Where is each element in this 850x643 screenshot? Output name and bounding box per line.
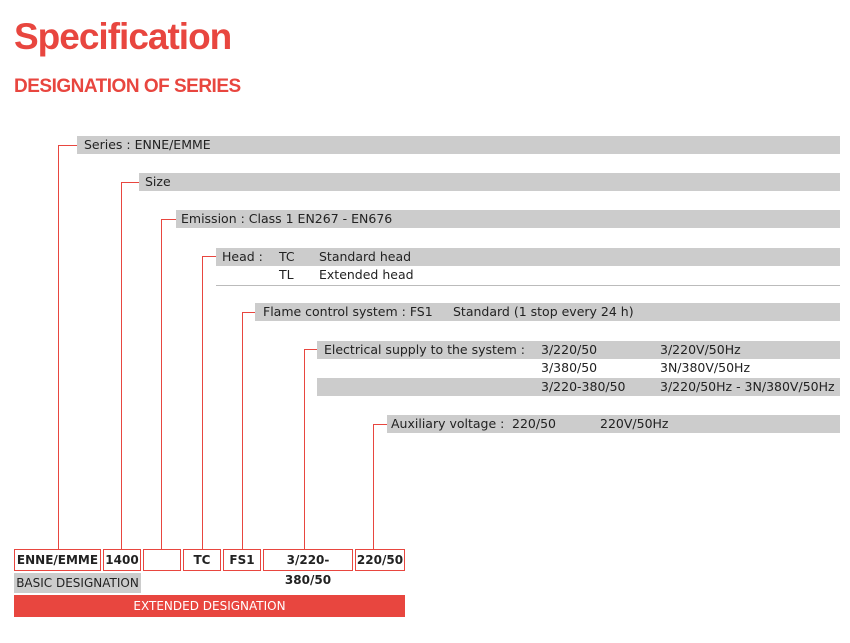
connector-flame-h bbox=[242, 312, 255, 313]
head-option-desc: Standard head bbox=[319, 249, 412, 264]
electrical-option-desc: 3N/380V/50Hz bbox=[660, 360, 751, 375]
connector-auxiliary bbox=[373, 424, 374, 549]
electrical-option-desc: 3/220V/50Hz bbox=[660, 342, 741, 357]
connector-size bbox=[121, 182, 122, 549]
connector-head-h bbox=[202, 256, 216, 257]
connector-head bbox=[202, 256, 203, 549]
head-label: Head : bbox=[222, 249, 263, 264]
size-bar bbox=[139, 173, 840, 191]
auxiliary-desc: 220V/50Hz bbox=[600, 416, 669, 431]
connector-electrical bbox=[304, 349, 305, 549]
designation-box-emission bbox=[143, 549, 181, 571]
designation-box-auxiliary: 220/50 bbox=[355, 549, 405, 571]
connector-series bbox=[58, 145, 59, 549]
connector-series-h bbox=[58, 145, 77, 146]
head-divider bbox=[216, 285, 840, 286]
designation-box-electrical: 3/220-380/50 bbox=[263, 549, 353, 571]
electrical-option-code: 3/220/50 bbox=[541, 342, 598, 357]
basic-designation-label: BASIC DESIGNATION bbox=[14, 573, 141, 593]
auxiliary-label: Auxiliary voltage : bbox=[391, 416, 505, 431]
head-option-code: TC bbox=[279, 249, 295, 264]
head-option-desc: Extended head bbox=[319, 267, 414, 282]
size-label: Size bbox=[145, 174, 171, 189]
emission-label: Emission : Class 1 EN267 - EN676 bbox=[181, 211, 393, 226]
page-title: Specification bbox=[14, 16, 232, 57]
section-subtitle: DESIGNATION OF SERIES bbox=[14, 76, 241, 97]
head-bar bbox=[216, 248, 840, 266]
head-option-code: TL bbox=[279, 267, 294, 282]
designation-box-flame: FS1 bbox=[223, 549, 261, 571]
series-label: Series : ENNE/EMME bbox=[84, 137, 211, 152]
electrical-label: Electrical supply to the system : bbox=[324, 342, 525, 357]
electrical-option-desc: 3/220/50Hz - 3N/380V/50Hz bbox=[660, 379, 835, 394]
flame-label: Flame control system : FS1 bbox=[263, 304, 433, 319]
connector-size-h bbox=[121, 182, 139, 183]
designation-box-head: TC bbox=[183, 549, 221, 571]
electrical-option-code: 3/380/50 bbox=[541, 360, 598, 375]
electrical-option-code: 3/220-380/50 bbox=[541, 379, 626, 394]
designation-box-series: ENNE/EMME bbox=[14, 549, 101, 571]
flame-desc: Standard (1 stop every 24 h) bbox=[453, 304, 634, 319]
extended-designation-label: EXTENDED DESIGNATION bbox=[14, 595, 405, 617]
designation-box-size: 1400 bbox=[103, 549, 141, 571]
connector-emission-h bbox=[161, 219, 176, 220]
connector-auxiliary-h bbox=[373, 424, 387, 425]
connector-flame bbox=[242, 312, 243, 549]
auxiliary-code: 220/50 bbox=[512, 416, 556, 431]
connector-electrical-h bbox=[304, 349, 317, 350]
connector-emission bbox=[161, 219, 162, 549]
